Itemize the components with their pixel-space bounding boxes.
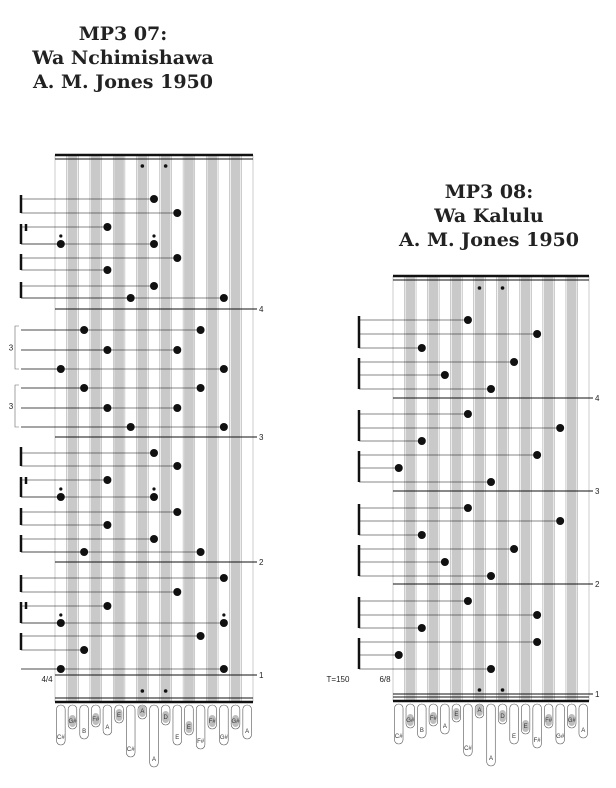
note-dot [533, 611, 541, 619]
marker-dot [478, 286, 482, 290]
title-line: Wa Kalulu [434, 205, 544, 227]
bar-number: 3 [259, 433, 264, 442]
note-dot [150, 535, 158, 543]
key-label: G# [556, 734, 565, 740]
note-dot [441, 558, 449, 566]
note-dot [533, 638, 541, 646]
bar-number: 3 [595, 487, 600, 496]
note-dot [220, 423, 228, 431]
key-label: B [419, 728, 424, 734]
note-dot [487, 665, 495, 673]
key-label: G# [231, 719, 240, 725]
key-label: E [175, 735, 180, 741]
note-dot [173, 404, 181, 412]
note-dot [197, 326, 205, 334]
key-label: A [140, 709, 145, 715]
tine-bar [68, 155, 78, 702]
ornament-dot [59, 613, 62, 616]
key-label: G# [219, 735, 228, 741]
bar-number: 4 [259, 305, 264, 314]
note-dot [220, 365, 228, 373]
key-label: F# [533, 738, 541, 744]
triplet-label: 3 [8, 343, 14, 353]
note-dot [173, 254, 181, 262]
tine-bar [406, 276, 416, 701]
triplet-bracket [15, 326, 19, 369]
key-label: A [442, 724, 447, 730]
tine-bar [91, 155, 101, 702]
note-dot [197, 548, 205, 556]
note-dot [487, 478, 495, 486]
note-dot [464, 410, 472, 418]
key-label: E [454, 712, 459, 718]
note-dot [418, 531, 426, 539]
bar-number: 2 [259, 558, 264, 567]
note-dot [464, 504, 472, 512]
note-dot [487, 385, 495, 393]
note-dot [220, 574, 228, 582]
ornament-dot [152, 487, 155, 490]
note-dot [418, 624, 426, 632]
note-dot [441, 371, 449, 379]
tempo-label: T=150 [326, 675, 350, 684]
key-label: C# [394, 734, 403, 740]
key-label: A [477, 708, 482, 714]
tine-bar [475, 276, 485, 701]
note-dot [220, 619, 228, 627]
key-label: E [512, 734, 517, 740]
marker-dot [141, 164, 145, 168]
note-dot [173, 462, 181, 470]
note-dot [197, 632, 205, 640]
key-label: E [186, 725, 191, 731]
triplet-label: 3 [8, 402, 14, 411]
note-dot [510, 545, 518, 553]
tine-bar [567, 276, 577, 701]
note-dot [418, 344, 426, 352]
key-label: C# [464, 746, 472, 752]
note-dot [80, 646, 88, 654]
key-label: F# [197, 739, 205, 745]
key-label: G# [406, 718, 415, 724]
tine-bar [498, 276, 508, 701]
note-dot [533, 330, 541, 338]
note-dot [103, 223, 111, 231]
bar-number: 1 [595, 690, 600, 699]
key-label: E [523, 724, 528, 730]
note-dot [173, 209, 181, 217]
key-label: A [105, 725, 110, 731]
tablature-mp3-08 [327, 276, 600, 766]
note-dot [220, 294, 228, 302]
ornament-dot [59, 234, 62, 237]
bar-number: 1 [259, 671, 264, 680]
key-label: F# [208, 719, 216, 725]
marker-dot [501, 688, 505, 692]
tine-bar [544, 276, 554, 701]
note-dot [173, 346, 181, 354]
note-dot [103, 266, 111, 274]
key-label: D [500, 714, 505, 720]
title-line: Wa Nchimishawa [32, 47, 214, 69]
note-dot [103, 602, 111, 610]
tine-bar [207, 155, 217, 702]
note-dot [464, 316, 472, 324]
note-dot [533, 451, 541, 459]
key-label: G# [68, 719, 77, 725]
key-label: C# [56, 735, 65, 741]
tine-bar [231, 155, 241, 702]
note-dot [173, 508, 181, 516]
marker-dot [478, 688, 482, 692]
bar-number: 4 [595, 394, 600, 403]
title-line: MP3 07: [78, 23, 168, 45]
marker-dot [164, 689, 168, 693]
key-label: F# [429, 716, 437, 722]
bar-number: 2 [595, 580, 600, 589]
note-dot [150, 195, 158, 203]
title-line: MP3 08: [444, 181, 534, 203]
note-dot [510, 358, 518, 366]
note-dot [197, 384, 205, 392]
tine-bar [114, 155, 124, 702]
title-line: A. M. Jones 1950 [399, 229, 579, 251]
note-dot [395, 464, 403, 472]
ornament-dot [152, 234, 155, 237]
meter-label: 4/4 [41, 675, 53, 684]
note-dot [418, 437, 426, 445]
note-dot [487, 572, 495, 580]
note-dot [464, 597, 472, 605]
tine-bar [161, 155, 171, 702]
ornament-dot [59, 487, 62, 490]
marker-dot [164, 164, 168, 168]
key-label: D [163, 715, 168, 721]
meter-label: 6/8 [379, 675, 391, 684]
marker-dot [141, 689, 145, 693]
key-label: A [151, 757, 157, 763]
tine-bar [184, 155, 194, 702]
ornament-dot [222, 613, 225, 616]
note-dot [173, 588, 181, 596]
key-label: G# [567, 718, 576, 724]
tine-bar [521, 276, 531, 701]
note-dot [150, 449, 158, 457]
tine-bar [138, 155, 148, 702]
key-label: C# [126, 747, 135, 753]
note-dot [395, 651, 403, 659]
tine-bar [452, 276, 462, 701]
key-label: A [245, 729, 250, 735]
note-dot [220, 665, 228, 673]
key-label: F# [92, 717, 100, 723]
key-label: E [117, 713, 122, 719]
title-line: A. M. Jones 1950 [33, 71, 213, 93]
tine-bar [429, 276, 439, 701]
note-dot [103, 476, 111, 484]
key-label: B [82, 729, 87, 735]
note-dot [556, 424, 564, 432]
key-label: A [488, 756, 494, 762]
tablature-mp3-07 [9, 155, 264, 767]
marker-dot [501, 286, 505, 290]
note-dot [150, 240, 158, 248]
key-label: F# [545, 718, 553, 724]
note-dot [150, 282, 158, 290]
triplet-bracket [15, 385, 19, 427]
note-dot [150, 493, 158, 501]
note-dot [103, 521, 111, 529]
key-label: A [581, 728, 586, 734]
note-dot [556, 517, 564, 525]
